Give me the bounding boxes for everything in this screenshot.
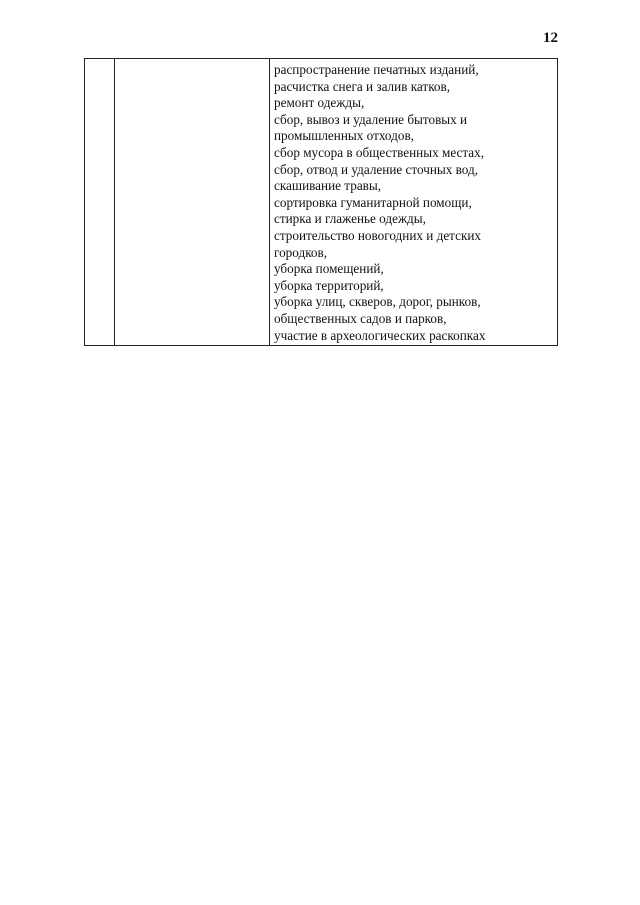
row-number-cell <box>85 59 115 346</box>
activity-line: расчистка снега и залив катков, <box>274 78 451 94</box>
category-cell <box>115 59 270 346</box>
activities-table <box>84 58 558 346</box>
activity-line: участие в археологических раскопках <box>274 327 486 343</box>
activity-line: уборка территорий, <box>274 277 384 293</box>
activity-list <box>270 59 557 345</box>
activity-line: уборка помещений, <box>274 261 384 277</box>
table-row <box>85 59 558 346</box>
activities-cell <box>270 59 558 346</box>
activity-line: ремонт одежды, <box>274 95 365 111</box>
activity-line: сбор, вывоз и удаление бытовых и <box>274 111 468 127</box>
activity-line: стирка и глаженье одежды, <box>274 211 426 227</box>
activity-line: уборка улиц, скверов, дорог, рынков, <box>274 294 481 310</box>
activity-line: городков, <box>274 244 328 260</box>
activity-line: общественных садов и парков, <box>274 310 447 326</box>
activity-line: скашивание травы, <box>274 178 382 194</box>
activity-line: сбор мусора в общественных местах, <box>274 144 485 160</box>
activity-line: сбор, отвод и удаление сточных вод, <box>274 161 479 177</box>
activity-line: строительство новогодних и детских <box>274 227 482 243</box>
activity-line: распространение печатных изданий, <box>274 62 479 77</box>
activity-line: сортировка гуманитарной помощи, <box>274 194 472 210</box>
activity-line: промышленных отходов, <box>274 128 414 144</box>
page-number: 12 <box>543 30 558 46</box>
